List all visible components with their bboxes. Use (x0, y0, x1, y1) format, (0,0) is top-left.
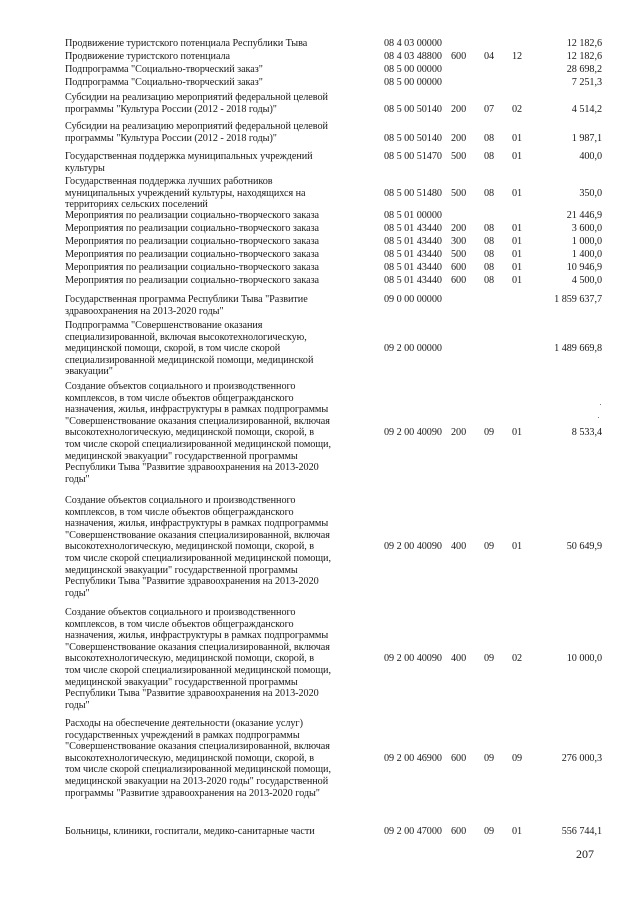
scan-speck (598, 417, 599, 418)
row-subsection: 02 (512, 653, 523, 665)
row-amount: 21 446,9 (566, 210, 602, 221)
row-subsection: 01 (512, 249, 523, 260)
row-expense-type: 600 (451, 262, 467, 273)
row-code: 09 2 00 47000 (384, 826, 442, 837)
row-amount: 50 649,9 (566, 541, 602, 553)
row-expense-type: 500 (451, 187, 467, 199)
row-amount: 12 182,6 (566, 38, 602, 49)
row-section: 09 (484, 752, 495, 764)
row-amount: 276 000,3 (561, 752, 602, 764)
row-name: Подпрограмма "Совершенствование оказания специализированной, включая высокотехнологическую, медицинской помощи, скорой, в том числе скорой специализированной медицинской помощи, медицинской эвакуации" (65, 320, 314, 378)
row-amount: 1 987,1 (571, 132, 602, 144)
row-name: Продвижение туристского потенциала (65, 51, 231, 62)
row-expense-type: 400 (451, 653, 467, 665)
row-amount: 1 859 637,7 (554, 294, 602, 305)
row-code: 08 5 01 43440 (384, 275, 442, 286)
row-name: Создание объектов социального и производственного комплексов, в том числе объектов общегражданского назначения, жилья, инфраструктуры в рамках подпрограммы "Совершенствование оказания специализированной, включая высокотехнологическую, медицинской помощи, скорой, в том числе скорой специализированной медицинской помощи, медицинской эвакуации" государственной программы Республики Тыва "Развитие здравоохранения на 2013-2020 годы" (65, 381, 331, 485)
row-code: 08 5 00 51480 (384, 187, 442, 199)
row-name: Расходы на обеспечение деятельности (оказание услуг) государственных учреждений в рамках подпрограммы "Совершенствование оказания специализированной, включая высокотехнологическую, медицинской помощи, скорой, в том числе скорой специализированной медицинской помощи, медицинской эвакуации на 2013-2020 годы" государственной программы "Развитие здравоохранения на 2013-2020 годы" (65, 718, 331, 799)
row-subsection: 01 (512, 151, 523, 162)
row-amount: 350,0 (579, 187, 602, 199)
row-name: Подпрограмма "Социально-творческий заказ" (65, 64, 263, 75)
row-name: Мероприятия по реализации социально-творческого заказа (65, 275, 320, 286)
row-section: 09 (484, 427, 495, 439)
row-subsection: 01 (512, 262, 523, 273)
row-expense-type: 300 (451, 236, 467, 247)
row-section: 08 (484, 132, 495, 144)
row-expense-type: 500 (451, 249, 467, 260)
row-expense-type: 200 (451, 103, 467, 115)
row-name: Создание объектов социального и производственного комплексов, в том числе объектов общегражданского назначения, жилья, инфраструктуры в рамках подпрограммы "Совершенствование оказания специализированной, включая высокотехнологическую, медицинской помощи, скорой, в том числе скорой специализированной медицинской помощи, медицинской эвакуации" государственной программы Республики Тыва "Развитие здравоохранения на 2013-2020 годы" (65, 495, 331, 599)
row-subsection: 01 (512, 223, 523, 234)
row-code: 09 0 00 00000 (384, 294, 442, 305)
row-amount: 4 500,0 (571, 275, 602, 286)
row-amount: 12 182,6 (566, 51, 602, 62)
row-subsection: 12 (512, 51, 523, 62)
row-name: Создание объектов социального и производственного комплексов, в том числе объектов общегражданского назначения, жилья, инфраструктуры в рамках подпрограммы "Совершенствование оказания специализированной, включая высокотехнологическую, медицинской помощи, скорой, в том числе скорой специализированной медицинской помощи, медицинской эвакуации" государственной программы Республики Тыва "Развитие здравоохранения на 2013-2020 годы" (65, 607, 331, 711)
row-name: Подпрограмма "Социально-творческий заказ" (65, 77, 263, 88)
row-name: Мероприятия по реализации социально-творческого заказа (65, 210, 320, 221)
row-expense-type: 200 (451, 132, 467, 144)
row-code: 08 5 00 51470 (384, 151, 442, 162)
row-section: 09 (484, 826, 495, 837)
row-subsection: 01 (512, 275, 523, 286)
row-section: 09 (484, 541, 495, 553)
row-name: Субсидии на реализацию мероприятий федеральной целевой программы "Культура России (2012 - 2018 годы)" (65, 121, 328, 144)
row-amount: 1 489 669,8 (554, 343, 602, 355)
row-code: 08 5 01 00000 (384, 210, 442, 221)
row-amount: 7 251,3 (571, 77, 602, 88)
row-expense-type: 600 (451, 752, 467, 764)
row-code: 09 2 00 40090 (384, 427, 442, 439)
row-code: 08 5 01 43440 (384, 223, 442, 234)
row-subsection: 02 (512, 103, 523, 115)
row-code: 08 5 00 50140 (384, 132, 442, 144)
row-amount: 400,0 (579, 151, 602, 162)
row-expense-type: 600 (451, 826, 467, 837)
row-name: Государственная поддержка лучших работников муниципальных учреждений культуры, находящихся на территориях сельских поселений (65, 176, 306, 211)
row-expense-type: 600 (451, 275, 467, 286)
row-name: Мероприятия по реализации социально-творческого заказа (65, 262, 320, 273)
row-code: 09 2 00 00000 (384, 343, 442, 355)
row-amount: 28 698,2 (566, 64, 602, 75)
row-expense-type: 500 (451, 151, 467, 162)
row-section: 07 (484, 103, 495, 115)
page-number: 207 (576, 847, 594, 861)
row-code: 09 2 00 40090 (384, 653, 442, 665)
row-name: Мероприятия по реализации социально-творческого заказа (65, 223, 320, 234)
row-amount: 1 000,0 (571, 236, 602, 247)
row-subsection: 01 (512, 236, 523, 247)
row-subsection: 01 (512, 826, 523, 837)
row-subsection: 01 (512, 187, 523, 199)
row-expense-type: 200 (451, 427, 467, 439)
row-code: 08 5 00 00000 (384, 77, 442, 88)
row-section: 04 (484, 51, 495, 62)
row-section: 08 (484, 262, 495, 273)
row-name: Государственная программа Республики Тыва "Развитие здравоохранения на 2013-2020 годы" (65, 294, 308, 317)
row-name: Субсидии на реализацию мероприятий федеральной целевой программы "Культура России (2012 - 2018 годы)" (65, 92, 328, 115)
row-subsection: 01 (512, 427, 523, 439)
row-section: 08 (484, 151, 495, 162)
row-section: 09 (484, 653, 495, 665)
row-amount: 10 000,0 (566, 653, 602, 665)
row-name: Мероприятия по реализации социально-творческого заказа (65, 236, 320, 247)
row-code: 08 5 00 00000 (384, 64, 442, 75)
row-amount: 10 946,9 (566, 262, 602, 273)
row-section: 08 (484, 275, 495, 286)
row-code: 08 5 00 50140 (384, 103, 442, 115)
row-amount: 8 533,4 (571, 427, 602, 439)
row-subsection: 01 (512, 541, 523, 553)
row-section: 08 (484, 223, 495, 234)
row-code: 08 4 03 48800 (384, 51, 442, 62)
row-name: Мероприятия по реализации социально-творческого заказа (65, 249, 320, 260)
row-code: 09 2 00 40090 (384, 541, 442, 553)
row-code: 08 5 01 43440 (384, 236, 442, 247)
row-name: Государственная поддержка муниципальных учреждений культуры (65, 151, 313, 174)
scan-speck (600, 404, 601, 405)
row-expense-type: 400 (451, 541, 467, 553)
row-section: 08 (484, 249, 495, 260)
row-subsection: 01 (512, 132, 523, 144)
row-expense-type: 200 (451, 223, 467, 234)
row-code: 08 5 01 43440 (384, 262, 442, 273)
row-section: 08 (484, 236, 495, 247)
row-name: Продвижение туристского потенциала Республики Тыва (65, 38, 308, 49)
row-amount: 4 514,2 (571, 103, 602, 115)
row-amount: 556 744,1 (561, 826, 602, 837)
row-expense-type: 600 (451, 51, 467, 62)
row-code: 09 2 00 46900 (384, 752, 442, 764)
row-subsection: 09 (512, 752, 523, 764)
row-code: 08 4 03 00000 (384, 38, 442, 49)
row-amount: 3 600,0 (571, 223, 602, 234)
row-amount: 1 400,0 (571, 249, 602, 260)
row-name: Больницы, клиники, госпитали, медико-санитарные части (65, 826, 315, 837)
row-section: 08 (484, 187, 495, 199)
row-code: 08 5 01 43440 (384, 249, 442, 260)
